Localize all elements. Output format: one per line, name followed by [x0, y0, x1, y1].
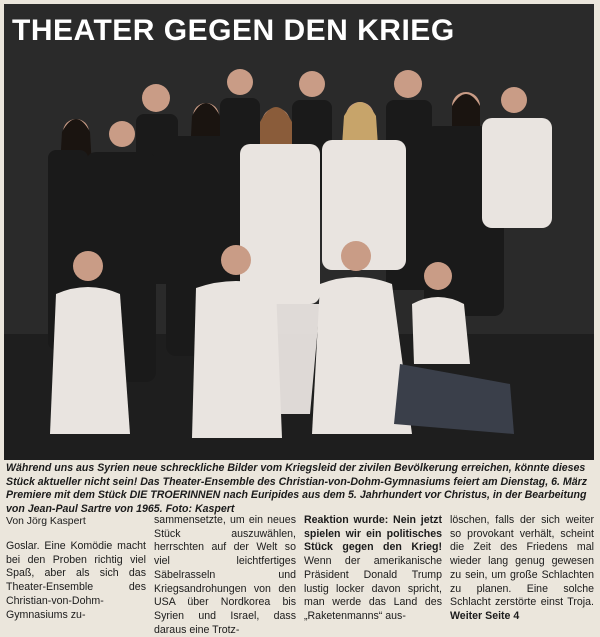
- ensemble-illustration: [4, 4, 594, 460]
- article-column-3: [304, 514, 442, 624]
- ensemble-photo: [4, 4, 594, 460]
- headline: THEATER GEGEN DEN KRIEG: [12, 14, 455, 47]
- column-3-lead: Reaktion wurde: Nein jetzt spielen wir ein politisches Stück gegen den Krieg!: [304, 514, 442, 554]
- photo-caption: [6, 462, 592, 516]
- byline: Von Jörg Kaspert: [6, 516, 86, 527]
- article-column-2: sammensetzte, um ein neues Stück auszuwählen, herrschten auf der Welt so viel leichtfertiges Säbelrasseln und Kriegsandrohungen von den USA über Nordkorea bis Syrien und Israel, dass daraus eine Trotz-: [154, 514, 296, 636]
- caption-rest: Das Theater-Ensemble des Christian-von-Dohm-Gymnasiums feiert am Dienstag, 6. März Premiere mit dem Stück DIE TROERINNEN nach Euripides aus dem 5. Jahrhundert vor Christus, in der Bearbeitung von Jean-Paul Sartre von 1965. Foto: Kaspert: [6, 475, 588, 515]
- column-3-text: Wenn der amerikanische Präsident Donald Trump lustig locker davon spricht, man werde das Land des „Raketenmanns“ aus-: [304, 555, 442, 622]
- column-4-text: löschen, falls der sich weiter so provokant verhält, scheint die Zeit des Friedens mal wieder lang genug gewesen zu sein, um große Schlachten zu planen. Eine solche Schlacht zerstörte einst Troja.: [450, 514, 594, 609]
- continued-link[interactable]: Weiter Seite 4: [450, 609, 520, 622]
- caption-lead: Während uns aus Syrien neue schreckliche Bilder vom Kriegsleid der zivilen Bevölkerung erreichen, könnte dieses Stück aktueller nicht sein!: [6, 462, 586, 488]
- article-column-1: Goslar. Eine Komödie macht bei den Proben richtig viel Spaß, aber als sich das Theater-Ensemble des Christian-von-Dohm-Gymnasiums zu-: [6, 540, 146, 621]
- article-column-4: [450, 514, 594, 624]
